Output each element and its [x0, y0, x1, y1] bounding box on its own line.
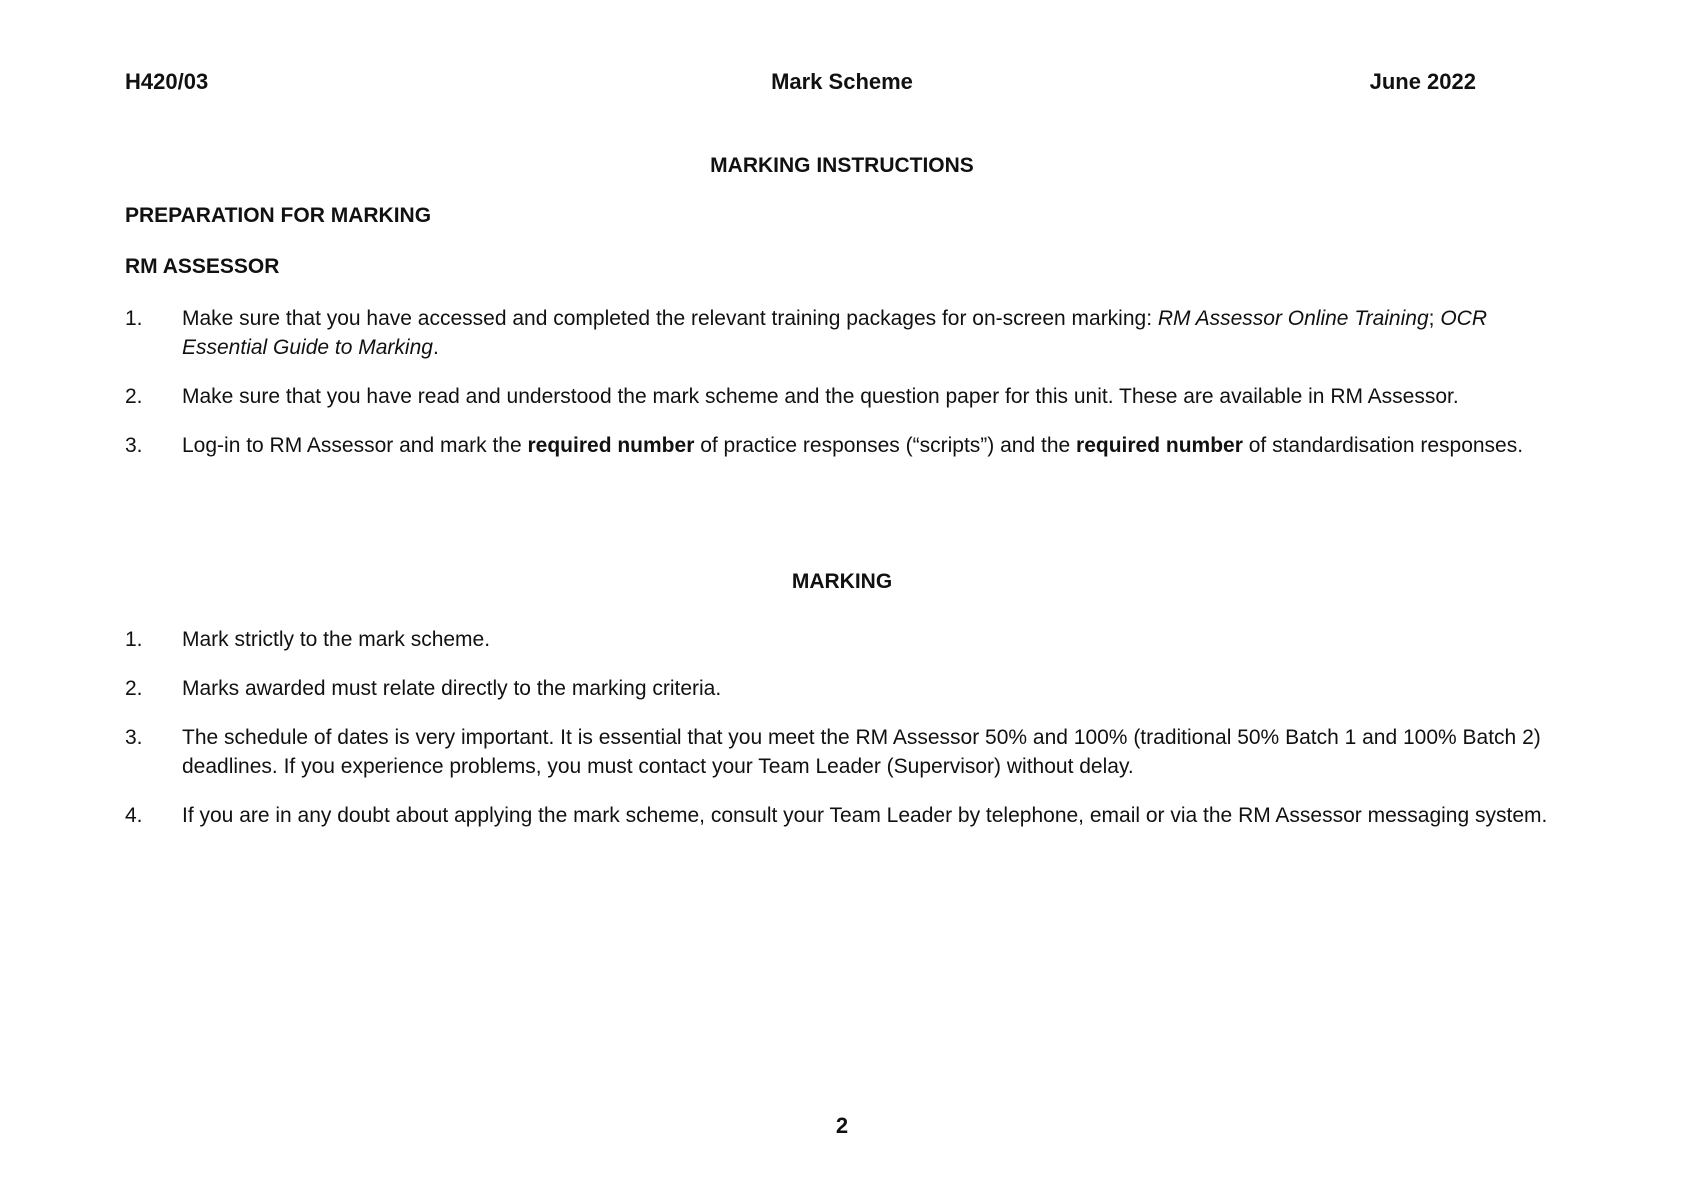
item-number: 1. — [125, 307, 143, 330]
item-bold-text: required number — [1076, 434, 1243, 457]
preparation-heading: PREPARATION FOR MARKING — [125, 204, 432, 227]
item-text: Mark strictly to the mark scheme. — [182, 628, 491, 651]
rm-assessor-heading: RM ASSESSOR — [125, 255, 280, 278]
preparation-list — [125, 304, 1565, 480]
list-item — [125, 723, 1565, 781]
list-item — [125, 382, 1565, 411]
main-title: MARKING INSTRUCTIONS — [710, 154, 974, 177]
item-number: 3. — [125, 726, 143, 749]
item-bold-text: required number — [527, 434, 695, 457]
list-item — [125, 674, 1565, 703]
list-item — [125, 625, 1565, 654]
item-text: Make sure that you have accessed and completed the relevant training packages for on-screen marking: — [182, 307, 1158, 330]
paper-code: H420/03 — [125, 69, 209, 94]
item-number: 1. — [125, 628, 143, 651]
item-text: Make sure that you have read and understood the mark scheme and the question paper for this unit. These are available in RM Assessor. — [182, 385, 1459, 408]
header-title: Mark Scheme — [771, 69, 913, 94]
item-text: Marks awarded must relate directly to the marking criteria. — [182, 677, 722, 700]
item-text: The schedule of dates is very important. It is essential that you meet the RM Assessor 50% and 100% (traditional 50% Batch 1 and 100% Batch 2) deadlines. If you experience problems, you must contact your Team Leader (Supervisor) without delay. — [182, 726, 1541, 778]
item-text: If you are in any doubt about applying the mark scheme, consult your Team Leader by telephone, email or via the RM Assessor messaging system. — [182, 804, 1548, 827]
item-text: of standardisation responses. — [1242, 434, 1524, 457]
page-number: 2 — [835, 1113, 849, 1138]
marking-heading: MARKING — [791, 570, 893, 593]
item-text: of practice responses (“scripts”) and the — [694, 434, 1077, 457]
list-item — [125, 431, 1565, 460]
item-italic-text: RM Assessor Online Training — [1157, 307, 1429, 330]
item-number: 2. — [125, 677, 143, 700]
item-text: ; — [1428, 307, 1441, 330]
item-number: 4. — [125, 804, 143, 827]
list-item — [125, 801, 1565, 830]
item-text: Log-in to RM Assessor and mark the — [182, 434, 528, 457]
list-item — [125, 304, 1565, 362]
item-number: 3. — [125, 434, 143, 457]
item-italic-text: OCR Essential Guide to Marking — [182, 307, 1487, 359]
marking-list — [125, 625, 1565, 850]
item-number: 2. — [125, 385, 143, 408]
header-date: June 2022 — [1369, 69, 1476, 94]
item-text: . — [432, 336, 439, 359]
